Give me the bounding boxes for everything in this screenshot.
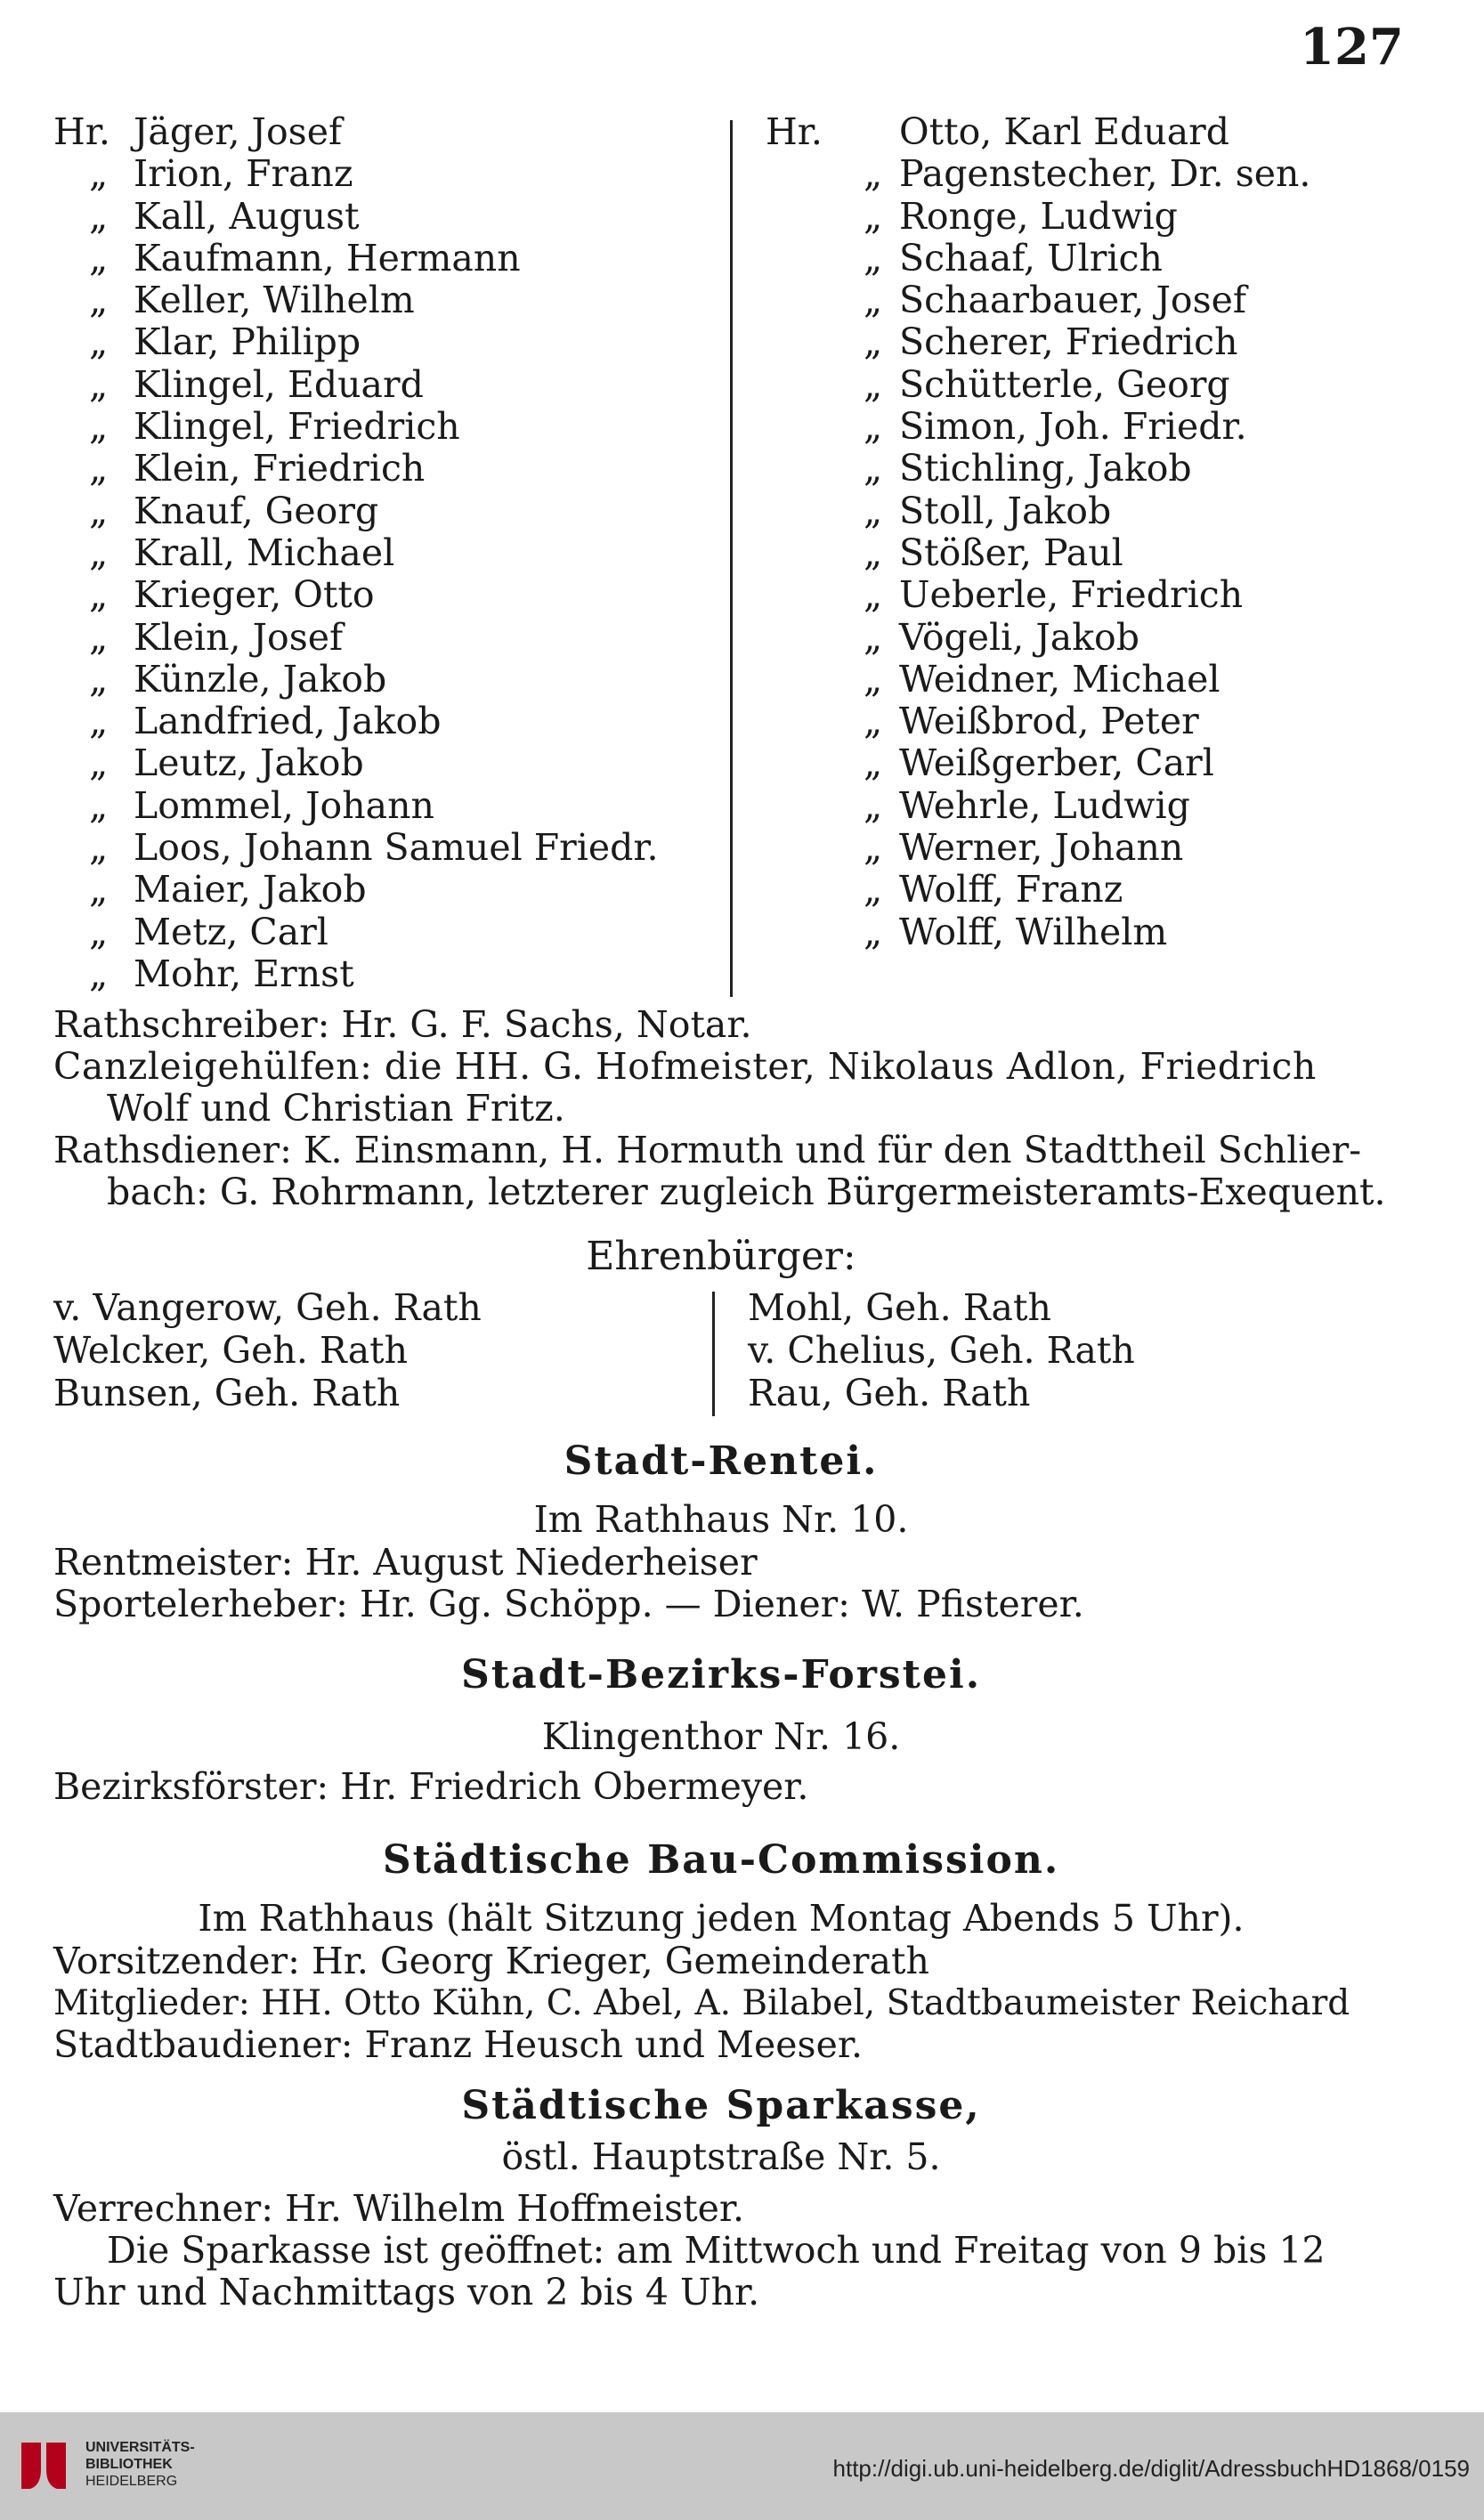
council-member-entry [53, 111, 712, 153]
bau-commission-heading: Städtische Bau-Commission. [382, 1837, 1060, 1883]
member-name: Wolff, Wilhelm [899, 910, 1168, 953]
member-name: Simon, Joh. Friedr. [899, 405, 1247, 449]
council-left-column [53, 111, 712, 995]
forstei-location: Klingenthor Nr. 16. [541, 1715, 901, 1758]
member-name: Krall, Michael [134, 531, 395, 574]
member-name: Klein, Josef [134, 615, 344, 659]
council-member-entry [766, 196, 1389, 238]
entry-prefix: „ [89, 362, 109, 406]
council-member-entry [766, 364, 1389, 406]
member-name: Schaarbauer, Josef [899, 279, 1247, 322]
clerks-section [53, 1004, 1389, 1213]
member-name: Wehrle, Ludwig [899, 783, 1190, 827]
member-name: Leutz, Jakob [134, 741, 364, 785]
honorary-entry: Bunsen, Geh. Rath [53, 1372, 401, 1414]
entry-prefix: „ [864, 910, 883, 953]
member-name: Kall, August [134, 194, 360, 238]
entry-prefix: „ [89, 236, 109, 280]
library-name: UNIVERSITÄTS- BIBLIOTHEK HEIDELBERG [85, 2440, 195, 2489]
verrechner-line: Verrechner: Hr. Wilhelm Hoffmeister. [53, 2187, 745, 2230]
council-member-entry [766, 701, 1389, 742]
entry-prefix: „ [89, 405, 109, 449]
stadt-rentei-location: Im Rathhaus Nr. 10. [533, 1498, 909, 1541]
member-name: Stoll, Jakob [899, 489, 1112, 532]
member-name: Klein, Friedrich [134, 447, 426, 490]
entry-prefix: „ [864, 741, 883, 785]
member-name: Otto, Karl Eduard [899, 110, 1230, 153]
entry-prefix: „ [864, 868, 883, 912]
entry-prefix: „ [864, 657, 883, 701]
library-logo-icon [14, 2434, 75, 2498]
member-name: Landfried, Jakob [134, 700, 442, 743]
bau-commission-details [53, 1941, 1389, 2066]
honorary-left-column [53, 1286, 694, 1414]
sparkasse-location: östl. Hauptstraße Nr. 5. [501, 2135, 941, 2178]
council-member-entry [53, 869, 712, 911]
bezirksfoerster-line: Bezirksförster: Hr. Friedrich Obermeyer. [53, 1765, 809, 1808]
council-member-entry [766, 153, 1389, 195]
member-name: Weißgerber, Carl [899, 741, 1214, 785]
entry-prefix: „ [864, 405, 883, 449]
entry-prefix: „ [864, 236, 883, 280]
member-name: Knauf, Georg [134, 489, 379, 532]
canzlei-line-2: Wolf und Christian Fritz. [107, 1087, 565, 1130]
council-member-entry [53, 238, 712, 280]
council-member-entry [53, 321, 712, 363]
entry-prefix: „ [864, 573, 883, 617]
council-member-entry [766, 869, 1389, 911]
member-name: Kaufmann, Hermann [134, 236, 521, 280]
council-member-entry [766, 617, 1389, 659]
council-member-entry [53, 574, 712, 616]
honorary-heading: Ehrenbürger: [586, 1234, 856, 1279]
honorary-entry: v. Vangerow, Geh. Rath [53, 1286, 482, 1329]
member-name: Schaaf, Ulrich [899, 236, 1163, 280]
entry-prefix: „ [864, 783, 883, 827]
entry-prefix: „ [89, 700, 109, 743]
honorary-entry: Welcker, Geh. Rath [53, 1329, 409, 1372]
opening-hours-line-1: Die Sparkasse ist geöffnet: am Mittwoch und Freitag von 9 bis 12 [107, 2229, 1326, 2272]
forstei-heading: Stadt-Bezirks-Forstei. [460, 1652, 982, 1698]
entry-prefix: „ [89, 447, 109, 490]
opening-hours-line-2: Uhr und Nachmittags von 2 bis 4 Uhr. [53, 2271, 760, 2313]
entry-prefix: „ [89, 152, 109, 196]
member-name: Werner, Johann [899, 826, 1184, 870]
sparkasse-heading: Städtische Sparkasse, [461, 2083, 981, 2128]
viewer-footer [0, 2412, 1484, 2520]
council-member-entry [53, 448, 712, 490]
entry-prefix: „ [864, 152, 883, 196]
entry-prefix: „ [864, 531, 883, 574]
page-number: 127 [1300, 18, 1404, 77]
mitglieder-line: Mitglieder: HH. Otto Kühn, C. Abel, A. Bilabel, Stadtbaumeister Reichard [53, 1983, 1350, 2023]
member-name: Maier, Jakob [134, 868, 367, 912]
document-url-link[interactable]: http://digi.ub.uni-heidelberg.de/diglit/AdressbuchHD1868/0159 [832, 2455, 1470, 2482]
council-member-entry [766, 111, 1389, 153]
council-member-entry [53, 406, 712, 448]
member-name: Lommel, Johann [134, 783, 434, 827]
entry-prefix: „ [89, 489, 109, 532]
entry-prefix: „ [864, 194, 883, 238]
stadtbaudiener-line: Stadtbaudiener: Franz Heusch und Meeser. [53, 2023, 863, 2066]
member-name: Stichling, Jakob [899, 447, 1192, 490]
entry-prefix: „ [864, 826, 883, 870]
member-name: Klingel, Friedrich [134, 405, 460, 449]
council-member-entry [53, 742, 712, 784]
entry-prefix: „ [864, 362, 883, 406]
member-name: Pagenstecher, Dr. sen. [899, 152, 1311, 196]
vorsitzender-line: Vorsitzender: Hr. Georg Krieger, Gemeinderath [53, 1940, 929, 1982]
member-name: Scherer, Friedrich [899, 320, 1238, 364]
entry-prefix: „ [89, 826, 109, 870]
entry-prefix: „ [89, 320, 109, 364]
entry-prefix: „ [89, 531, 109, 574]
entry-prefix: „ [864, 447, 883, 490]
entry-prefix: „ [864, 489, 883, 532]
council-member-entry [766, 912, 1389, 953]
entry-prefix: „ [89, 952, 109, 995]
council-member-entry [53, 827, 712, 869]
entry-prefix: „ [89, 194, 109, 238]
entry-prefix: „ [89, 573, 109, 617]
honorary-right-column [748, 1286, 1389, 1414]
member-name: Klingel, Eduard [134, 362, 424, 406]
member-name: Künzle, Jakob [134, 657, 387, 701]
rathschreiber-line: Rathschreiber: Hr. G. F. Sachs, Notar. [53, 1003, 752, 1046]
entry-prefix: „ [864, 279, 883, 322]
sparkasse-details [53, 2188, 1389, 2313]
member-name: Keller, Wilhelm [134, 279, 415, 322]
entry-prefix: „ [864, 615, 883, 659]
entry-prefix: „ [864, 320, 883, 364]
council-member-entry [766, 532, 1389, 574]
entry-prefix: „ [89, 615, 109, 659]
rentmeister-line: Rentmeister: Hr. August Niederheiser [53, 1541, 758, 1584]
entry-prefix: „ [864, 700, 883, 743]
member-name: Weißbrod, Peter [899, 700, 1199, 743]
council-member-entry [53, 659, 712, 701]
council-member-entry [53, 280, 712, 321]
entry-prefix: „ [89, 657, 109, 701]
member-name: Irion, Franz [134, 152, 353, 196]
member-name: Klar, Philipp [134, 320, 361, 364]
entry-prefix: „ [89, 279, 109, 322]
council-member-entry [53, 532, 712, 574]
council-member-entry [766, 490, 1389, 532]
canzlei-line-1: Canzleigehülfen: die HH. G. Hofmeister, Nikolaus Adlon, Friedrich [53, 1045, 1317, 1088]
sportelerheber-line: Sportelerheber: Hr. Gg. Schöpp. — Diener: W. Pfisterer. [53, 1583, 1084, 1625]
council-members-list [53, 111, 1389, 1001]
honorary-entry: Mohl, Geh. Rath [748, 1286, 1051, 1329]
council-member-entry [766, 448, 1389, 490]
council-member-entry [53, 153, 712, 195]
member-name: Weidner, Michael [899, 657, 1220, 701]
council-member-entry [53, 364, 712, 406]
stadt-rentei-details [53, 1542, 1389, 1625]
council-member-entry [766, 406, 1389, 448]
column-divider [730, 120, 733, 997]
member-name: Krieger, Otto [134, 573, 375, 617]
member-name: Schütterle, Georg [899, 362, 1230, 406]
entry-prefix: „ [89, 741, 109, 785]
stadt-rentei-heading: Stadt-Rentei. [564, 1438, 879, 1484]
council-member-entry [766, 321, 1389, 363]
honorary-entry: v. Chelius, Geh. Rath [748, 1329, 1135, 1372]
council-member-entry [766, 742, 1389, 784]
entry-prefix: „ [89, 910, 109, 953]
council-member-entry [766, 574, 1389, 616]
council-member-entry [53, 701, 712, 742]
member-name: Loos, Johann Samuel Friedr. [134, 826, 659, 870]
council-member-entry [766, 827, 1389, 869]
member-name: Vögeli, Jakob [899, 615, 1139, 659]
council-member-entry [53, 196, 712, 238]
council-member-entry [53, 490, 712, 532]
council-right-column [766, 111, 1389, 953]
member-name: Wolff, Franz [899, 868, 1123, 912]
entry-prefix: „ [89, 783, 109, 827]
member-name: Ueberle, Friedrich [899, 573, 1244, 617]
council-member-entry [766, 238, 1389, 280]
honorary-divider [712, 1292, 715, 1416]
entry-prefix: Hr. [766, 110, 823, 153]
bau-commission-location: Im Rathhaus (hält Sitzung jeden Montag Abends 5 Uhr). [198, 1897, 1245, 1940]
honorary-citizens [53, 1286, 1389, 1420]
member-name: Mohr, Ernst [134, 952, 354, 995]
council-member-entry [53, 785, 712, 827]
council-member-entry [53, 912, 712, 953]
rathsdiener-line-1: Rathsdiener: K. Einsmann, H. Hormuth und für den Stadttheil Schlier- [53, 1129, 1362, 1171]
rathsdiener-line-2: bach: G. Rohrmann, letzterer zugleich Bürgermeisteramts-Exequent. [107, 1171, 1386, 1213]
council-member-entry [766, 280, 1389, 321]
council-member-entry [53, 953, 712, 995]
honorary-entry: Rau, Geh. Rath [748, 1372, 1031, 1414]
council-member-entry [766, 785, 1389, 827]
entry-prefix: „ [89, 868, 109, 912]
member-name: Metz, Carl [134, 910, 328, 953]
member-name: Jäger, Josef [134, 110, 343, 153]
council-member-entry [766, 659, 1389, 701]
entry-prefix: Hr. [53, 110, 110, 153]
member-name: Stößer, Paul [899, 531, 1123, 574]
council-member-entry [53, 617, 712, 659]
member-name: Ronge, Ludwig [899, 194, 1178, 238]
